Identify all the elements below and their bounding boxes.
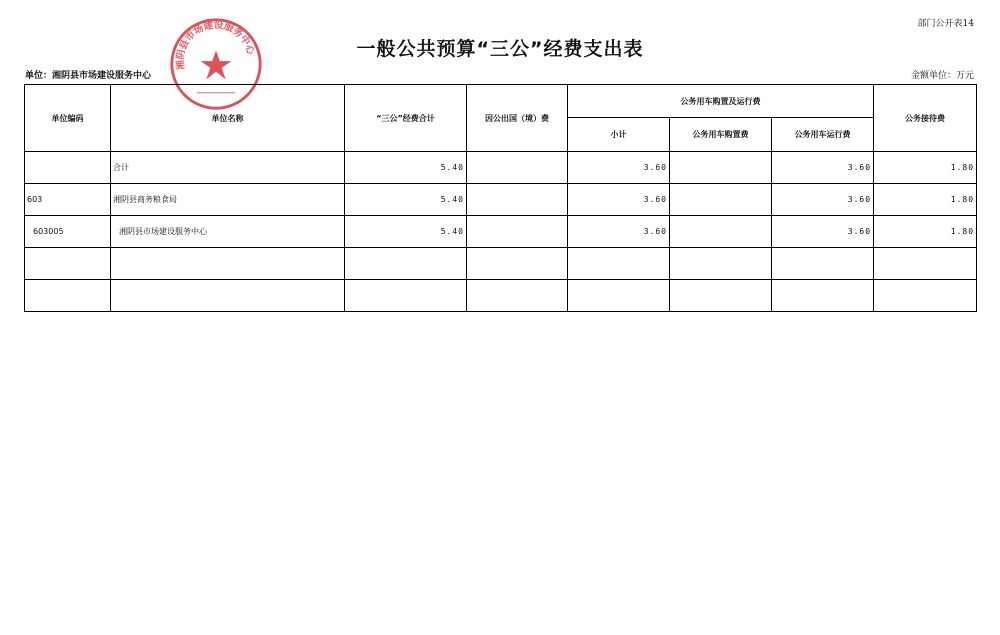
cell-operation: 3.60 (772, 184, 874, 216)
cell-reception: 1.80 (874, 152, 977, 184)
cell-subtotal: 3.60 (568, 152, 670, 184)
cell-name: 湘阴县市场建设服务中心 (111, 216, 345, 248)
table-row (25, 152, 977, 184)
cell-name: 合计 (111, 152, 345, 184)
cell-overseas (467, 280, 568, 312)
table-row (25, 216, 977, 248)
header-overseas: 因公出国（境）费 (467, 85, 568, 152)
cell-subtotal (568, 280, 670, 312)
budget-table (24, 84, 977, 312)
header-unit-code: 单位编码 (25, 85, 111, 152)
cell-overseas (467, 184, 568, 216)
header-unit-name: 单位名称 (111, 85, 345, 152)
cell-code (25, 280, 111, 312)
cell-code: 603005 (25, 216, 111, 248)
cell-total: 5.40 (345, 152, 467, 184)
cell-total (345, 248, 467, 280)
table-row (25, 248, 977, 280)
amount-unit: 金额单位：万元 (910, 71, 974, 81)
seal-text: 湘阴县市场建设服务中心 (175, 19, 257, 71)
cell-code (25, 248, 111, 280)
cell-total (345, 280, 467, 312)
cell-overseas (467, 152, 568, 184)
table-row (25, 280, 977, 312)
cell-name: 湘阴县商务粮食局 (111, 184, 345, 216)
cell-operation: 3.60 (772, 152, 874, 184)
header-vehicle-group: 公务用车购置及运行费 (568, 85, 874, 118)
seal-star-icon (201, 51, 232, 80)
cell-operation (772, 280, 874, 312)
cell-name (111, 248, 345, 280)
cell-code: 603 (25, 184, 111, 216)
cell-purchase (670, 152, 772, 184)
cell-overseas (467, 216, 568, 248)
page-title: 一般公共预算“三公”经费支出表 (356, 38, 644, 60)
cell-purchase (670, 184, 772, 216)
unit-label: 单位：湘阴县市场建设服务中心 (25, 71, 152, 81)
cell-purchase (670, 248, 772, 280)
cell-reception: 1.80 (874, 216, 977, 248)
cell-subtotal: 3.60 (568, 184, 670, 216)
header-vehicle-operation: 公务用车运行费 (772, 118, 874, 152)
cell-code (25, 152, 111, 184)
cell-total: 5.40 (345, 216, 467, 248)
cell-subtotal: 3.60 (568, 216, 670, 248)
table-header-row (25, 85, 977, 118)
table-row (25, 184, 977, 216)
cell-reception: 1.80 (874, 184, 977, 216)
cell-reception (874, 248, 977, 280)
cell-total: 5.40 (345, 184, 467, 216)
cell-name (111, 280, 345, 312)
header-total: “三公”经费合计 (345, 85, 467, 152)
cell-purchase (670, 280, 772, 312)
cell-reception (874, 280, 977, 312)
cell-operation: 3.60 (772, 216, 874, 248)
cell-purchase (670, 216, 772, 248)
form-number: 部门公开表14 (917, 19, 974, 29)
header-vehicle-purchase: 公务用车购置费 (670, 118, 772, 152)
header-subtotal: 小计 (568, 118, 670, 152)
header-reception: 公务接待费 (874, 85, 977, 152)
cell-overseas (467, 248, 568, 280)
cell-operation (772, 248, 874, 280)
cell-subtotal (568, 248, 670, 280)
